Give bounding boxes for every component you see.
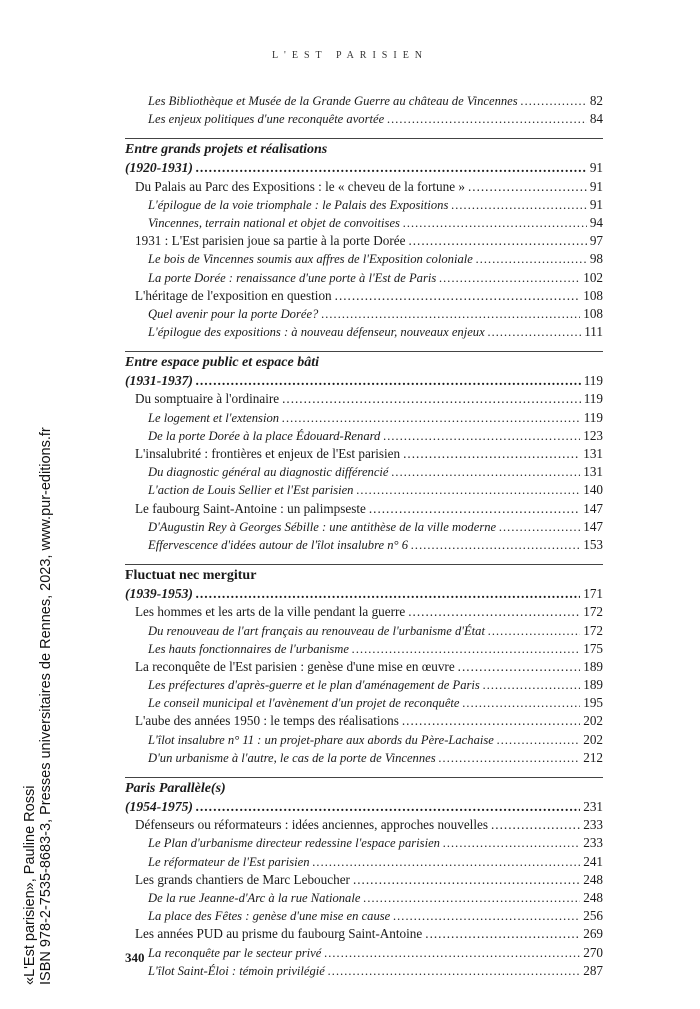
toc-subentry-title: Du renouveau de l'art français au renouveau de l'urbanisme d'État [148, 623, 485, 638]
toc-subentry-page: 248 [583, 889, 603, 905]
toc-entry-page: 119 [583, 391, 603, 407]
toc-subentry-title: De la porte Dorée à la place Édouard-Renard [148, 428, 381, 443]
toc-section [125, 138, 603, 341]
section-dates[interactable] [125, 159, 603, 177]
toc-entry-title: L'insalubrité : frontières et enjeux de l'Est parisien [135, 446, 401, 461]
dot-leader [521, 92, 587, 110]
dot-leader [451, 196, 586, 214]
toc-subentry-title: Vincennes, terrain national et objet de convoitises [148, 215, 400, 230]
toc-subentry[interactable] [125, 622, 603, 640]
toc-subentry-title: Les hauts fonctionnaires de l'urbanisme [148, 641, 349, 656]
dot-leader [403, 445, 580, 463]
copyright-line-1: «L'Est parisien», Pauline Rossi [22, 785, 38, 985]
section-dates-title: (1931-1937) [125, 373, 193, 389]
toc-entry-page: 233 [583, 817, 603, 833]
toc-subentry-title: La place des Fêtes : genèse d'une mise en cause [148, 909, 391, 924]
dot-leader [408, 603, 580, 621]
dot-leader [321, 305, 580, 323]
copyright-line-2: ISBN 978-2-7535-8683-3, Presses universitaires de Rennes, 2023, www.pur-editions.fr [38, 427, 54, 985]
toc-subentry-title: Le Plan d'urbanisme directeur redessine l'espace parisien [148, 836, 440, 851]
running-head: L'EST PARISIEN [271, 50, 429, 61]
dot-leader [411, 536, 580, 554]
dot-leader [352, 640, 580, 658]
toc-subentry-title: Le bois de Vincennes soumis aux affres de l'Exposition coloniale [148, 252, 473, 267]
toc-entry-title: 1931 : L'Est parisien joue sa partie à la porte Dorée [135, 233, 406, 249]
toc-subentry[interactable] [125, 323, 603, 341]
toc-subentry-page: 119 [583, 409, 603, 425]
toc-section [125, 777, 603, 980]
toc-subentry-page: 108 [583, 305, 603, 321]
section-dates[interactable] [125, 585, 603, 603]
toc-subentry-page: 102 [583, 269, 603, 285]
toc-entry-page: 108 [583, 287, 603, 303]
toc-entry-title: Défenseurs ou réformateurs : idées anciennes, approches nouvelles [135, 817, 488, 833]
section-dates-page: 171 [583, 586, 603, 602]
dot-leader [196, 372, 581, 390]
dot-leader [383, 427, 580, 445]
toc-subentry-title: Les enjeux politiques d'une reconquête avortée [148, 112, 385, 127]
dot-leader [497, 731, 580, 749]
table-of-contents [125, 92, 603, 980]
toc-entry-title: Du Palais au Parc des Expositions : le « cheveu de la fortune » [135, 178, 465, 194]
section-title[interactable]: Entre espace public et espace bâti [125, 355, 320, 371]
dot-leader [324, 944, 580, 962]
toc-subentry[interactable] [125, 944, 603, 962]
toc-subentry-page: 202 [583, 731, 603, 747]
dot-leader [425, 925, 580, 943]
dot-leader [387, 110, 587, 128]
toc-subentry-title: L'épilogue des expositions : à nouveau défenseur, nouveaux enjeux [148, 325, 485, 340]
toc-subentry-page: 256 [583, 908, 603, 924]
toc-subentry[interactable] [125, 749, 603, 767]
toc-section [125, 564, 603, 767]
toc-entry[interactable] [125, 925, 603, 943]
toc-entry[interactable] [125, 712, 603, 730]
dot-leader [328, 962, 580, 980]
toc-entry-title: Les années PUD au prisme du faubourg Saint-Antoine [135, 926, 423, 942]
section-dates[interactable] [125, 372, 603, 390]
toc-subentry-page: 175 [583, 640, 603, 656]
toc-subentry[interactable] [125, 481, 603, 499]
dot-leader [403, 214, 587, 232]
toc-subentry-page: 84 [589, 111, 603, 127]
toc-subentry-title: Quel avenir pour la porte Dorée? [148, 306, 319, 321]
dot-leader [499, 518, 580, 536]
toc-subentry-page: 123 [583, 427, 603, 443]
toc-subentry-title: D'Augustin Rey à Georges Sébille : une antithèse de la ville moderne [148, 519, 497, 534]
toc-subentry-title: L'îlot Saint-Éloi : témoin privilégié [148, 963, 325, 978]
toc-entry[interactable] [125, 287, 603, 305]
toc-subentry-page: 131 [583, 464, 603, 480]
toc-subentry-title: La porte Dorée : renaissance d'une porte à l'Est de Paris [148, 270, 437, 285]
dot-leader [369, 500, 580, 518]
toc-subentry-page: 153 [583, 536, 603, 552]
dot-leader [439, 749, 581, 767]
toc-subentry-page: 91 [589, 196, 603, 212]
toc-subentry[interactable] [125, 834, 603, 852]
section-dates[interactable] [125, 798, 603, 816]
toc-entry-page: 269 [583, 926, 603, 942]
toc-subentry-page: 287 [583, 962, 603, 978]
dot-leader [392, 463, 581, 481]
toc-entry-title: Les hommes et les arts de la ville pendant la guerre [135, 604, 406, 620]
section-title[interactable]: Fluctuat nec mergitur [125, 568, 257, 584]
toc-subentry-title: Du diagnostic général au diagnostic différencié [148, 465, 389, 480]
toc-entry-page: 97 [589, 233, 603, 249]
toc-subentry-page: 195 [583, 695, 603, 711]
toc-subentry-page: 212 [583, 749, 603, 765]
toc-subentry[interactable] [125, 305, 603, 323]
toc-subentry-page: 172 [583, 622, 603, 638]
toc-subentry[interactable] [125, 518, 603, 536]
toc-subentry-page: 98 [589, 251, 603, 267]
dot-leader [196, 798, 580, 816]
dot-leader [282, 409, 581, 427]
toc-subentry-page: 233 [583, 835, 603, 851]
toc-subentry-title: L'action de Louis Sellier et l'Est parisien [148, 483, 354, 498]
toc-subentry-page: 147 [583, 518, 603, 534]
toc-subentry[interactable] [125, 853, 603, 871]
dot-leader [393, 907, 580, 925]
toc-section [125, 351, 603, 554]
dot-leader [335, 287, 581, 305]
toc-subentry-page: 82 [589, 93, 603, 108]
toc-entry-page: 91 [589, 178, 603, 194]
section-dates-page: 119 [583, 373, 603, 389]
toc-subentry-page: 241 [583, 853, 603, 869]
toc-subentry[interactable] [125, 214, 603, 232]
toc-subentry[interactable] [125, 427, 603, 445]
dot-leader [458, 658, 581, 676]
dot-leader [363, 889, 580, 907]
dot-leader [468, 178, 587, 196]
toc-subentry-title: Le conseil municipal et l'avènement d'un projet de reconquête [148, 696, 460, 711]
toc-subentry[interactable] [125, 196, 603, 214]
toc-entry-page: 147 [583, 500, 603, 516]
dot-leader [196, 585, 580, 603]
toc-subentry[interactable] [125, 676, 603, 694]
toc-entry-page: 248 [583, 871, 603, 887]
toc-entry-title: Du somptuaire à l'ordinaire [135, 391, 280, 407]
section-title[interactable]: Entre grands projets et réalisations [125, 142, 328, 158]
toc-entry[interactable] [125, 445, 603, 463]
section-dates-title: (1954-1975) [125, 799, 193, 814]
toc-entry-title: L'héritage de l'exposition en question [135, 287, 332, 303]
toc-subentry[interactable] [125, 694, 603, 712]
toc-entry[interactable] [125, 658, 603, 676]
dot-leader [408, 232, 586, 250]
toc-subentry-title: De la rue Jeanne-d'Arc à la rue Nationale [148, 890, 361, 905]
dot-leader [196, 159, 587, 177]
toc-subentry[interactable] [125, 250, 603, 268]
toc-subentry[interactable] [125, 110, 603, 128]
toc-subentry[interactable] [125, 962, 603, 980]
toc-subentry[interactable] [125, 889, 603, 907]
toc-entry-title: La reconquête de l'Est parisien : genèse d'une mise en œuvre [135, 658, 455, 674]
dot-leader [483, 676, 580, 694]
section-dates-title: (1939-1953) [125, 586, 193, 602]
toc-entry-title: L'aube des années 1950 : le temps des réalisations [135, 713, 399, 729]
page-number: 340 [125, 950, 145, 965]
toc-subentry-page: 189 [583, 677, 603, 693]
toc-entry[interactable] [125, 500, 603, 518]
toc-subentry[interactable] [125, 907, 603, 925]
toc-subentry-title: Les Bibliothèque et Musée de la Grande Guerre au château de Vincennes [148, 94, 518, 108]
section-dates-page: 91 [589, 160, 603, 176]
dot-leader [439, 269, 580, 287]
dot-leader [356, 481, 580, 499]
section-dates-title: (1920-1931) [125, 160, 193, 176]
toc-subentry-title: Effervescence d'idées autour de l'îlot insalubre n° 6 [148, 537, 409, 552]
dot-leader [353, 871, 580, 889]
dot-leader [443, 834, 580, 852]
toc-subentry[interactable] [125, 269, 603, 287]
toc-subentry-page: 140 [583, 482, 603, 498]
dot-leader [488, 622, 580, 640]
toc-subentry-title: D'un urbanisme à l'autre, le cas de la porte de Vincennes [148, 750, 436, 765]
toc-subentry-page: 270 [583, 944, 603, 960]
toc-subentry-page: 111 [584, 324, 603, 340]
dot-leader [463, 694, 581, 712]
toc-entry-page: 189 [583, 658, 603, 674]
toc-subentry-title: Les préfectures d'après-guerre et le plan d'aménagement de Paris [148, 678, 480, 693]
section-dates-page: 231 [583, 799, 603, 814]
toc-subentry-title: La reconquête par le secteur privé [148, 945, 322, 960]
toc-entry[interactable] [125, 871, 603, 889]
dot-leader [402, 712, 580, 730]
dot-leader [282, 390, 581, 408]
toc-subentry[interactable] [125, 640, 603, 658]
section-title[interactable]: Paris Parallèle(s) [125, 781, 226, 796]
toc-subentry-title: Le logement et l'extension [148, 410, 280, 425]
toc-subentry[interactable] [125, 409, 603, 427]
toc-subentry[interactable] [125, 92, 603, 110]
toc-subentry-title: L'épilogue de la voie triomphale : le Palais des Expositions [148, 197, 449, 212]
toc-entry[interactable] [125, 178, 603, 196]
dot-leader [313, 853, 581, 871]
toc-subentry-title: L'îlot insalubre n° 11 : un projet-phare aux abords du Père-Lachaise [148, 732, 494, 747]
toc-entry[interactable] [125, 603, 603, 621]
dot-leader [488, 323, 582, 341]
toc-subentry-page: 94 [589, 214, 603, 230]
toc-entry-title: Les grands chantiers de Marc Leboucher [135, 871, 350, 887]
toc-entry-title: Le faubourg Saint-Antoine : un palimpseste [135, 500, 366, 516]
dot-leader [476, 250, 587, 268]
toc-subentry-title: Le réformateur de l'Est parisien [148, 854, 310, 869]
dot-leader [491, 816, 580, 834]
toc-subentry[interactable] [125, 536, 603, 554]
toc-subentry[interactable] [125, 463, 603, 481]
copyright-note [22, 427, 54, 985]
toc-entry-page: 202 [583, 713, 603, 729]
toc-entry[interactable] [125, 816, 603, 834]
toc-entry-page: 131 [583, 446, 603, 461]
toc-entry[interactable] [125, 232, 603, 250]
toc-entry[interactable] [125, 390, 603, 408]
toc-subentry[interactable] [125, 731, 603, 749]
toc-entry-page: 172 [583, 604, 603, 620]
